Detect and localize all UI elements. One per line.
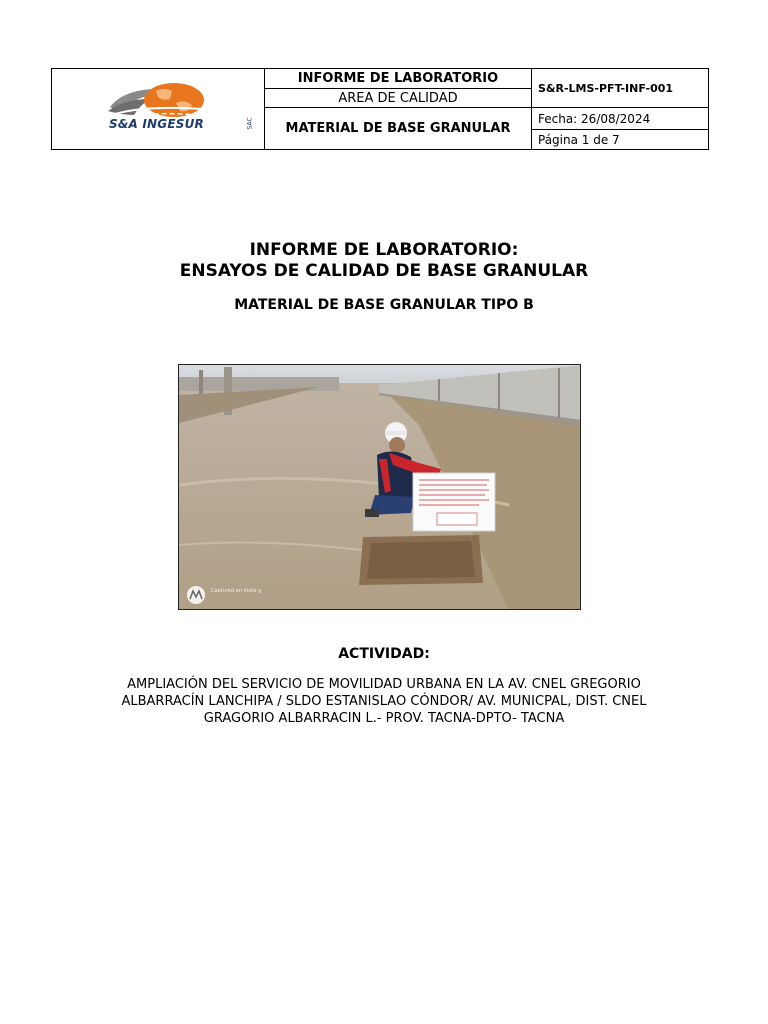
main-title bbox=[0, 240, 768, 282]
area-label: AREA DE CALIDAD bbox=[265, 89, 532, 108]
document-date: Fecha: 26/08/2024 bbox=[532, 108, 709, 130]
activity-description bbox=[0, 676, 768, 727]
main-title-line-1: INFORME DE LABORATORIO: bbox=[249, 240, 519, 260]
logo-suffix: SAC bbox=[246, 117, 254, 130]
document-header bbox=[51, 68, 709, 150]
photo-watermark: Captured on moto g bbox=[211, 588, 262, 594]
logo-cell bbox=[52, 69, 265, 150]
logo-text: S&A INGESUR bbox=[109, 117, 204, 131]
activity-line-2: ALBARRACÍN LANCHIPA / SLDO ESTANISLAO CÓNDOR/ AV. MUNICPAL, DIST. CNEL bbox=[121, 694, 647, 709]
activity-line-1: AMPLIACIÓN DEL SERVICIO DE MOVILIDAD URBANA EN LA AV. CNEL GREGORIO bbox=[127, 677, 641, 692]
main-title-line-2: ENSAYOS DE CALIDAD DE BASE GRANULAR bbox=[179, 261, 589, 281]
activity-label: ACTIVIDAD: bbox=[338, 646, 430, 662]
activity-line-3: GRAGORIO ALBARRACIN L.- PROV. TACNA-DPTO- TACNA bbox=[203, 711, 565, 726]
site-photo-image bbox=[179, 365, 581, 610]
report-title: INFORME DE LABORATORIO bbox=[265, 69, 532, 89]
site-photo bbox=[178, 364, 581, 610]
company-logo bbox=[52, 69, 264, 149]
page-number: Página 1 de 7 bbox=[532, 130, 709, 150]
logo-graphic bbox=[52, 69, 264, 149]
material-label: MATERIAL DE BASE GRANULAR bbox=[265, 108, 532, 150]
document-code: S&R-LMS-PFT-INF-001 bbox=[532, 69, 709, 108]
subtitle: MATERIAL DE BASE GRANULAR TIPO B bbox=[234, 297, 534, 313]
